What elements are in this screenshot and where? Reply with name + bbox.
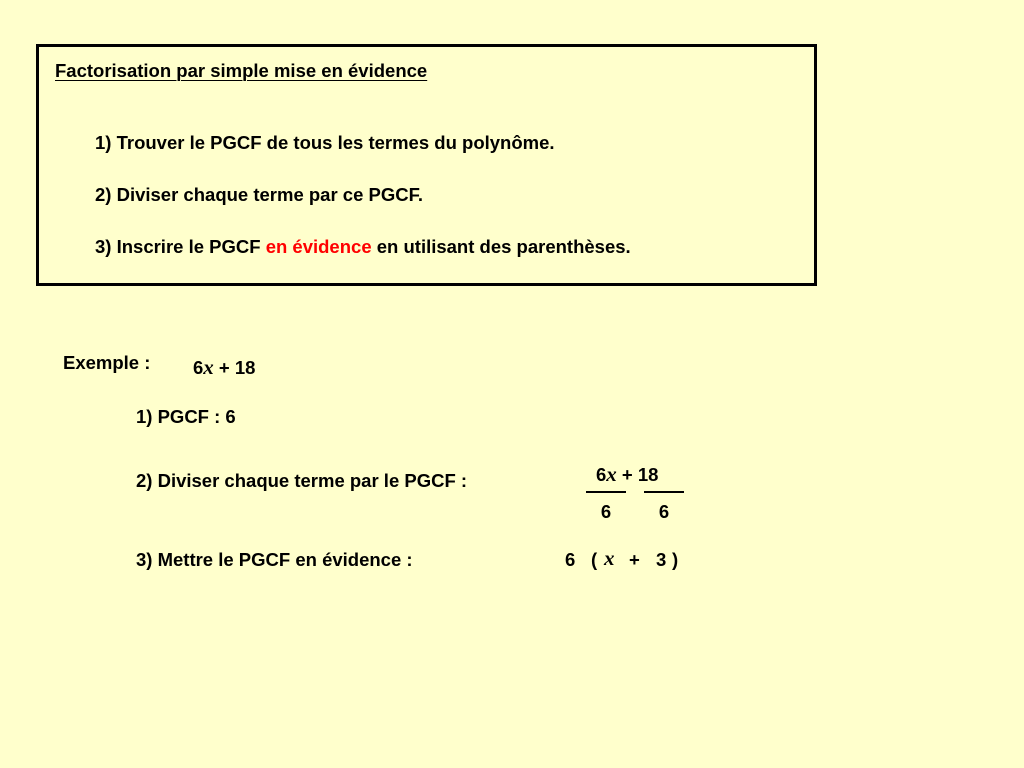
- result-var: [604, 548, 615, 569]
- example-coef: 6: [193, 357, 204, 378]
- fraction-bar-2: [644, 491, 684, 493]
- result-var-symbol: x: [604, 546, 615, 570]
- result-open-paren: (: [591, 549, 598, 570]
- rule-step-2: 2) Diviser chaque terme par ce PGCF.: [95, 184, 423, 205]
- result-factor: 6: [565, 549, 576, 570]
- rules-title: Factorisation par simple mise en évidence: [55, 60, 428, 81]
- example-rest: + 18: [213, 357, 256, 378]
- result-close-paren: ): [672, 549, 679, 570]
- rule-step-3-highlight: en évidence: [265, 236, 372, 257]
- division-numerator-rest: + 18: [616, 464, 659, 485]
- division-denominator-1: 6: [600, 501, 612, 522]
- example-step-1: 1) PGCF : 6: [136, 406, 236, 427]
- result-plus: +: [629, 549, 640, 570]
- example-step-3: 3) Mettre le PGCF en évidence :: [136, 549, 413, 570]
- rule-step-1: 1) Trouver le PGCF de tous les termes du polynôme.: [95, 132, 555, 153]
- example-label: Exemple :: [63, 352, 151, 373]
- division-denominator-2: 6: [658, 501, 670, 522]
- rule-step-3-start: 3) Inscrire le PGCF: [95, 236, 266, 257]
- example-var: x: [203, 355, 214, 379]
- example-expression: [193, 357, 255, 378]
- rule-step-3-end: en utilisant des parenthèses.: [371, 236, 631, 257]
- division-numerator-coef: 6: [596, 464, 607, 485]
- division-numerator: [596, 464, 658, 485]
- example-step-2: 2) Diviser chaque terme par le PGCF :: [136, 470, 468, 491]
- result-term: 3: [656, 549, 667, 570]
- division-numerator-var: x: [606, 462, 617, 486]
- fraction-bar-1: [586, 491, 626, 493]
- rule-step-3: [95, 238, 631, 257]
